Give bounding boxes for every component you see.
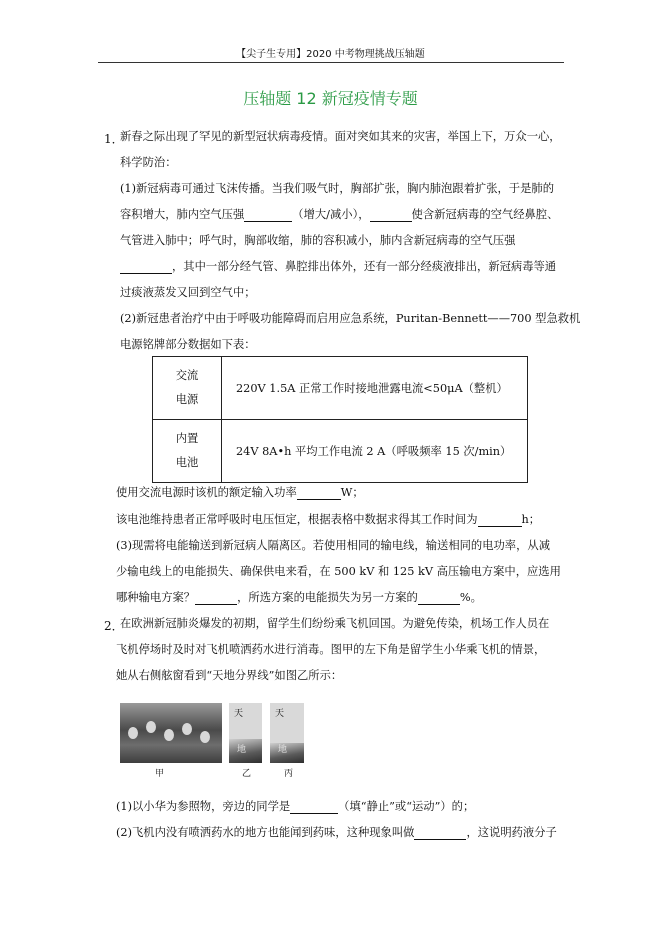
q2-intro-line-2: 飞机停场时及时对飞机喷洒药水进行消毒。图甲的左下角是留学生小华乘飞机的情景， [116,643,546,656]
ground-label: 地 [278,745,288,755]
caption-jia: 甲 [155,769,165,779]
q1-part3-text-a: 哪种输电方案？ [116,591,196,604]
page-title: 压轴题 12 新冠疫情专题 [243,89,418,108]
q1-part2-line-2: 电源铭牌部分数据如下表： [120,338,256,351]
answer-blank-6[interactable] [195,592,237,605]
q1-part3-line-1: (3)现需将电能输送到新冠病人隔离区。若使用相同的输电线，输送相同的电功率，从减 [116,539,550,552]
passenger-face [164,729,174,741]
caption-bing: 丙 [284,769,294,779]
q2-intro-line-3: 她从右侧舷窗看到“天地分界线”如图乙所示： [116,669,343,682]
q2-part1-text-b: （填“静止”或“运动”）的； [338,800,475,813]
answer-blank-1[interactable] [244,209,292,222]
table-row [153,420,528,483]
q1-part1-text-c: 使含新冠病毒的空气经鼻腔、 [411,208,559,221]
q1-part3-line-2: 少输电线上的电能损失、确保供电来看，在 500 kV 和 125 kV 高压输电方案中，应选用 [116,565,561,578]
caption-yi: 乙 [242,769,252,779]
q1-part1-line-4 [120,260,556,274]
page-header: 【尖子生专用】2020 中考物理挑战压轴题 [236,49,425,60]
sky-label: 天 [275,709,285,719]
passenger-face [200,731,210,743]
question-1-number: 1． [104,132,124,146]
answer-blank-9[interactable] [414,827,466,840]
header-divider [98,62,564,63]
q2-intro-line-1: 在欧洲新冠肺炎爆发的初期，留学生们纷纷乘飞机回国。为避免传染，机场工作人员在 [120,617,550,630]
ground-area [229,739,262,763]
ground-area [270,743,304,763]
table-label-battery-line-2: 电池 [175,456,199,469]
q1-part2-line-4 [116,513,540,527]
table-label-ac [153,357,222,420]
q1-part2-text-d: h； [521,513,541,526]
question-2-number: 2． [104,619,124,633]
answer-blank-4[interactable] [297,487,341,500]
q1-part2-line-3 [116,486,364,500]
q1-part2-line-1: (2)新冠患者治疗中由于呼吸功能障碍而启用应急系统，Puritan-Bennett——700 型急救机 [120,312,581,325]
table-value-ac: 220V 1.5A 正常工作时接地泄露电流<50μA（整机） [222,357,528,420]
q1-part1-line-5: 过痰液蒸发又回到空气中； [120,286,256,299]
passenger-face [128,727,138,739]
q1-part2-text-a: 使用交流电源时该机的额定输入功率 [116,486,297,499]
q1-part3-text-b: ，所选方案的电能损失为另一方案的 [237,591,418,604]
q2-part2-text-b: ，这说明药液分子 [466,826,557,839]
q1-part2-text-c: 该电池维持患者正常呼吸时电压恒定，根据表格中数据求得其工作时间为 [116,513,478,526]
table-row [153,357,528,420]
q2-part1-text-a: (1)以小华为参照物，旁边的同学是 [116,800,291,813]
photo-jia-passengers [120,703,222,763]
q1-part3-line-3 [116,591,482,605]
answer-blank-8[interactable] [290,801,338,814]
q2-part1-line [116,800,474,814]
table-label-battery-line-1: 内置 [175,432,199,445]
power-spec-table [152,356,528,483]
q1-part1-line-1: (1)新冠病毒可通过飞沫传播。当我们吸气时，胸部扩张，胸内肺泡跟着扩张，于是肺的 [120,182,554,195]
photo-yi-window [229,703,262,763]
table-value-battery: 24V 8A•h 平均工作电流 2 A（呼吸频率 15 次/min） [222,420,528,483]
q1-part2-text-b: W； [340,486,364,499]
table-label-ac-line-2: 电源 [175,393,199,406]
q1-part3-text-c: %。 [459,591,482,604]
answer-blank-2[interactable] [370,209,412,222]
q1-part1-text-b: （增大/减小）， [292,208,370,221]
passenger-face [182,723,192,735]
table-label-battery [153,420,222,483]
answer-blank-7[interactable] [418,592,460,605]
q1-part1-text-d: ，其中一部分经气管、鼻腔排出体外，还有一部分经痰液排出，新冠病毒等通 [172,260,557,273]
answer-blank-3[interactable] [120,261,172,274]
q2-part2-text-a: (2)飞机内没有喷洒药水的地方也能闻到药味，这种现象叫做 [116,826,415,839]
q1-part1-text-a: 容积增大，肺内空气压强 [120,208,245,221]
passenger-face [146,721,156,733]
photo-bing-window [270,703,304,763]
table-label-ac-line-1: 交流 [175,369,199,382]
q1-intro-line-2: 科学防治： [120,156,177,169]
sky-label: 天 [234,709,244,719]
q1-part1-line-2 [120,208,558,222]
q1-part1-line-3: 气管进入肺中；呼气时，胸部收缩，肺的容积减小，肺内含新冠病毒的空气压强 [120,234,516,247]
answer-blank-5[interactable] [478,514,522,527]
q2-part2-line [116,826,557,840]
figure-photos [120,703,304,763]
q1-intro-line-1: 新春之际出现了罕见的新型冠状病毒疫情。面对突如其来的灾害，举国上下，万众一心， [120,130,561,143]
ground-label: 地 [237,745,247,755]
